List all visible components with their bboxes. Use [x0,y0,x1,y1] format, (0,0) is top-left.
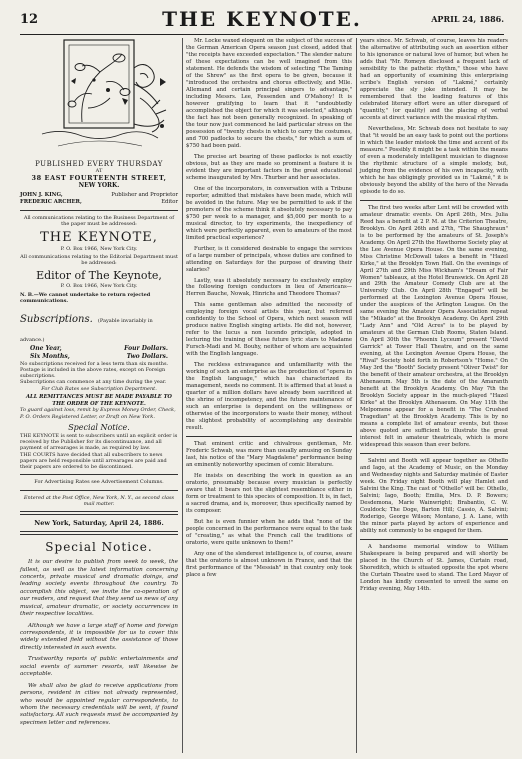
article-paragraph: years since. Mr. Schwab, of course, leaves his readers the alternative of attributing such an assertion either to his ignorance or natural love of humor, but when he adds that "Mr. Romeyn disclosed a frequent lack of sensibility to the pathetic rhythm," those who have had an opportunity of examining this enterprising scribe's English version of "Lakmé," certainly appreciate the sly joke intended. It may be remembered that the leading features of this celebrated literary effort were an utter disregard of "quantity," (or quality) and the placing of verbal accents at direct variance with the musical rhythm. [360,38,508,121]
subscriptions-sub: (Payable invariably in advance.) [20,318,153,343]
article-paragraph: Mr. Locke waxed eloquent on the subject of the success of the German American Opera season just closed, added that "the receipts have exceeded expectation." The slender nature of these expectations can be well imagined from this statement. He defends the wisdom of selecting "The Taming of the Shrew" as the first opera to be given, because it "introduced the orchestra and chorus effectively, and Mlle. Allemand and certain principal singers to advantage," including Messrs. Lee, Fessenden and O'Mahony! It is however gratifying to learn that it "undoubtedly accomplished the object for which it was selected," although the fact has not been generally recognized. In speaking of the tour now just commenced he laid particular stress on the possession of "twenty chests in which to carry the costumes, and 700 padlocks to secure the chests," for which a sum of $750 had been paid. [186,38,352,149]
editor-title: Editor of The Keynote, [36,269,162,283]
special-notice-text: THE COURTS have decided that all subscribers to news papers are held responsible until arrearages are paid and their papers are ordered to be discontinued. [20,451,167,471]
po-box-editor: P. O. Box 1966, New York City. [60,283,138,290]
masthead-illustration [22,38,177,162]
notice-paragraph: Although we have a large staff of home and foreign correspondents, it is impossible for us to cover this widely extended field without the assistance of those directly interested in such events. [20,622,178,651]
page-number: 12 [20,12,39,27]
remittance-note: To guard against loss, remit by Express Money Order, Check, P. O. Orders Registered Letter, or Draft on New York. [20,407,176,420]
sub-note: No subscriptions received for a less term than six months. [20,360,169,367]
article-paragraph: A handsome memorial window to William Shakespeare is being prepared and will shortly be placed in the Church of St. James, Curtain road, Shoreditch, which is situated opposite the spot where the Curtain Theatre used to stand. The Lord Mayor of London has kindly consented to unveil the same on Friday evening, May 14th. [360,543,508,592]
sub-note: Subscriptions can commence at any time during the year. [20,379,167,386]
dateline: New York, Saturday, April 24, 1886. [34,519,164,528]
sub-note: For Club Rates see Subscription Department. [41,385,157,392]
po-box: P. O. Box 1966, New York City. [60,245,138,252]
issue-date: APRIL 24, 1886. [431,14,504,24]
notice-heading: Special Notice. [45,540,153,555]
divider [20,210,178,211]
ornamental-vignette [22,38,177,162]
office-city: NEW YORK. [78,182,120,190]
divider [186,436,352,437]
editorial-notice: All communications relating to the Editorial Department must be addressed: [20,253,178,266]
divider [360,539,508,540]
staff-role: Publisher and Proprietor [111,192,178,199]
column-news [360,38,508,597]
article-paragraph: Nevertheless, Mr. Schwab does not hesitate to say that "it would be an easy task to point out the portions in which the leader mistook the time and accent of its measure." Possibly it might be a task within the means of even a moderately intelligent musician to diagnose the rhythmic structure of a simple melody, but, judging from the evidence of his own incapacity, with which he has obligingly provided us in "Lakmé," it is obviously beyond the ability of the hero of the Nevada episode to do so. [360,125,508,195]
sub-note: Postage is included in the above rates, except on Foreign subscriptions. [20,366,166,380]
business-notice: All communications relating to the Business Department of the paper must be addressed: [23,215,175,228]
rate-row [20,345,178,353]
rate-row [20,353,178,361]
staff-editor [20,199,178,206]
divider [360,453,508,454]
subscriptions-title: Subscriptions. [20,314,93,325]
published-line: PUBLISHED EVERY THURSDAY [35,160,163,168]
article-paragraph: One of the incorporators, in conversation with a Tribune reporter, admitted that mistakes have been made, which will be avoided in the future. May we be permitted to ask if the promoters of the scheme think it absolutely necessary to pay $750 per week to a manager, and $5,000 per month to a musical director, to try experiments, the inexpediency of which were perfectly apparent, even to amateurs of the most limited practical experience? [186,185,352,241]
article-paragraph: The reckless extravagance and unfamiliarity with the working of such an enterprise as the production of "opera in the English language," which has characterized its management, needs no comment. It is affirmed that at least a quarter of a million dollars have already been sacrificed at the shrine of incompetency, and the future maintenance of such an enterprise is dependent on the willingness or otherwise of the incorporators to waste their money, without the slightest probability of accomplishing any desirable result. [186,362,352,432]
column-rule-right [356,38,357,753]
subscriptions-heading [20,307,178,345]
article-paragraph: The precise art bearing of these padlocks is not exactly obvious, but as they are made so prominent a feature it is evident they are important factors in the great educational scheme inaugurated by Mrs. Thurber and her associates. [186,153,352,181]
special-notice-heading: Special Notice. [68,422,130,432]
page-header [20,6,504,35]
article-paragraph: That eminent critic and chivalrous gentleman, Mr. Frederic Schwab, was more than usually amusing on Sunday last, his notice of the "Mary Magdalene" performance being an eminently noteworthy specimen of comic literature. [186,441,352,469]
at-line: AT [95,168,103,174]
article-paragraph: Any one of the slenderest intelligence is, of course, aware that the oratorio is almost unknown in France, and that the first performance of the "Messiah" in that country only took place a few [186,550,352,578]
return-notice: N. B.—We cannot undertake to return rejected communications. [20,291,151,304]
divider [20,490,178,491]
notice-paragraph: We shall also be glad to receive applications from persons, resident in cities not already represented, who would be appointed regular correspondents, to whom the necessary credentials will be sent, if found satisfactory. All such requests must be accompanied by specimen letter and references. [20,682,178,726]
divider [360,200,508,201]
notice-paragraph: It is our desire to publish from week to week, the fullest, as well as the latest information concerning concerts, private musical and dramatic doings, and leading society events throughout the country. To accomplish this object, we invite the co-operation of our readers, and request that they send us news of any musical, amateur dramatic, or society occurrences in their respective localities. [20,559,178,618]
column-rule-left [182,38,183,753]
rate-price: Two Dollars. [126,352,168,360]
masthead: THE KEYNOTE. [162,7,362,31]
special-notice-text: THE KEYNOTE is sent to subscribers until an explicit order is received by the Publisher for its discontinuance, and all payment of arrearages is made, as required by law. [20,432,178,452]
rate-term: One Year, [30,345,62,352]
article-paragraph: The first two weeks after Lent will be crowded with amateur dramatic events. On April 26th, Mrs. Julia Reed has a benefit at 2 P. M. at the Criterion Theatre, Brooklyn. On April 26th and 27th, "The Shaughraun" is to be performed by the amateurs of St. Joseph's Academy. On April 27th the Hawthorne Society play at the Lee Avenue Opera House. On the same evening, Miss Christine McDowall takes a benefit in "Hazel Kirke," at the Brooklyn Town Hall. On the evenings of April 27th and 29th Miss Wickham's "Dream of Fair Women" tableaux, at the Hotel Brunswick. On April 28 and 29th the Amateur Comedy Club are at the University Club. On April 28th "Engaged" will be performed at the Lexington Avenue Opera House, under the auspices of the Arlington League. On the same evening the Amateur Opera Association repeat the "Mikado" at the Brooklyn Academy. On April 29th "Lady Ann" and "Old Acres" is to be played by amateurs at the German Club Rooms, Staten Island. On April 30th the "Phoenix Lyceum" present "David Garrick" at Tower Hall Theatre, and on the same evening, at the Lexington Avenue Opera House, the "Rival" Society hold forth in Robertson's "Home." On May 3rd the "Booth" Society present "Oliver Twist" for the benefit of their amateur orchestra, at the Brooklyn Athenaeum. May 5th is the date of the Amaranth benefit at the Brooklyn Academy. On May 7th the Brooklyn Society appear in the much-played "Hazel Kirke" at the Brooklyn Athenaeum. On May 11th the Melpomene appear for a benefit in "The Crushed Tragedian" at the Brooklyn Academy. This is by no means a complete list of amateur events, but those above quoted are sufficient to illustrate the great interest felt in amateur theatricals, which is more widespread this season than ever before. [360,204,508,449]
staff-name: JOHN J. KING, [20,192,63,199]
entered-note: Entered at the Post Office, New York, N. Y., as second class mail matter. [23,494,175,507]
article-paragraph: He insists on describing the work in question as an oratorio, presumably because every musician is perfectly aware that it bears not the slightest resemblance either in form or treatment to this species of composition. It is, in fact, a sacred drama, and is, moreover, thus specifically named by its composer. [186,473,352,515]
keynote-title: THE KEYNOTE, [40,229,158,245]
column-masthead-info [20,38,178,731]
staff-name: FREDERIC ARCHER, [20,199,82,206]
rate-price: Four Dollars. [124,345,168,352]
office-address: 38 EAST FOURTEENTH STREET, [31,174,167,183]
article-paragraph: Further, is it considered desirable to engage the services of a large number of principals, whose duties are confined to attending on Saturdays for the purpose of drawing their salaries? [186,245,352,273]
double-divider [20,511,178,515]
remittance-notice: ALL REMITTANCES MUST BE MADE PAYABLE TO THE ORDER OF THE KEYNOTE. [26,393,172,407]
advertising-note: For Advertising Rates see Advertisement Columns. [34,479,164,486]
staff-role: Editor [161,199,178,206]
staff-publisher [20,192,178,199]
double-divider [20,531,178,535]
rate-term: Six Months, [30,352,70,360]
notice-paragraph: Trustworthy reports of public entertainments and social events of summer resorts, will likewise be acceptable. [20,656,178,678]
article-paragraph: Lastly, was it absolutely necessary to exclusively employ the following foreign conductors in lieu of Americans—Herren Bauche, Nowak, Hinrichs and Theodore Thomas? [186,277,352,298]
article-paragraph: But he is even funnier when he adds that "none of the people concerned in the performance were equal to the task of "creating," as what the French call the traditions of oratorio, were quite unknown to them!" [186,519,352,546]
divider [20,474,178,475]
column-editorial [186,38,352,583]
article-paragraph: This same gentleman also admitted the necessity of employing foreign vocal artists this year, but referred confidently to the School of Opera, which next season will produce native English singing artists. He did not, however, refer to the lucus a non lucendo principle, adopted in lecturing the training of these future lyric stars to Madame Fursch-Madi and M. Bouhy, neither of whom are acquainted with the English language. [186,302,352,358]
article-paragraph: Salvini and Booth will appear together as Othello and Iago, at the Academy of Music, on the Monday and Wednesday nights and Saturday matinée of Easter week. On Friday night Booth will play Hamlet and Salvini the King. The cast of "Othello" will be: Othello, Salvini; Iago, Booth; Emilia, Mrs. D. P. Bowers; Desdemona, Marie Wainwright; Brabantio, C. W. Couldock; The Doge, Barton Hill; Cassio, A. Salvini; Roderigo, George Wilson; Montano, J. A. Lane, with the minor parts played by actors of experience and ability not commonly to be engaged for them. [360,458,508,534]
